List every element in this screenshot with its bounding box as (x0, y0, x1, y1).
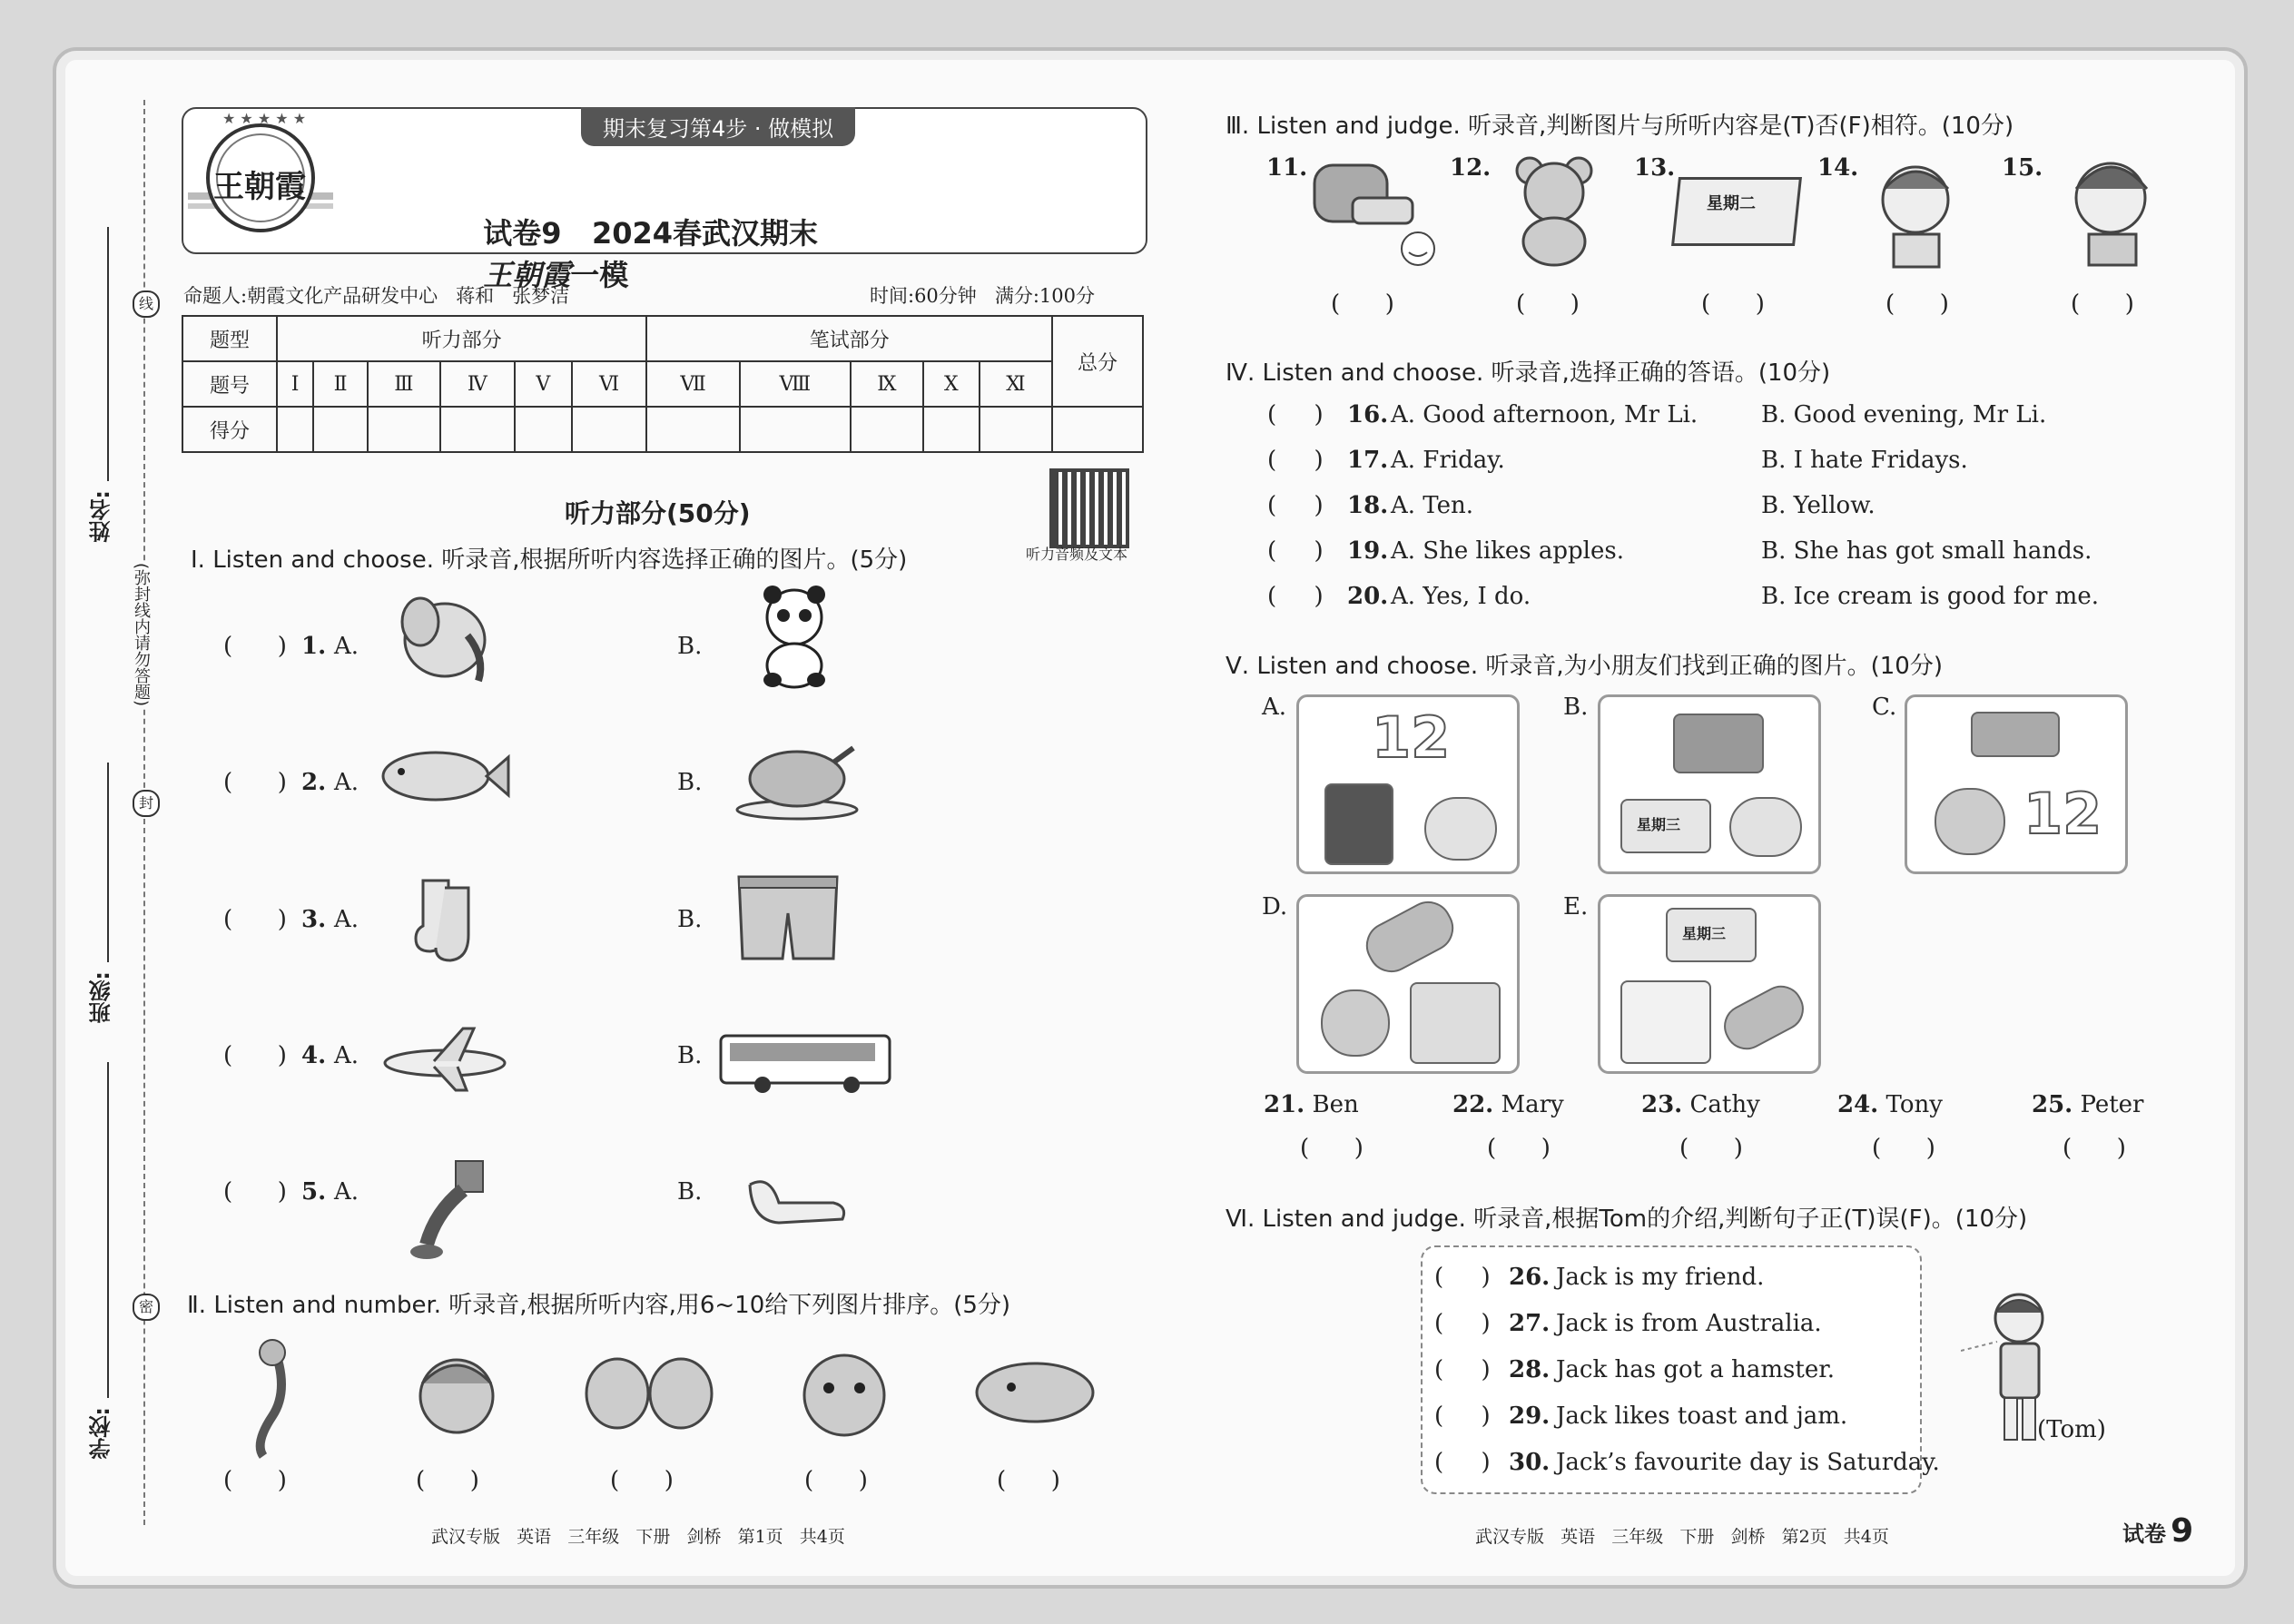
item-number: 26. (1509, 1264, 1551, 1291)
dense-mark: 密 (133, 1294, 160, 1321)
item-number: 18. (1347, 492, 1389, 519)
score-cell[interactable] (515, 407, 572, 452)
answer-paren[interactable]: ( ) (223, 1467, 287, 1494)
item-number: 12. (1450, 154, 1492, 182)
kid-name (1452, 1091, 1564, 1118)
numeral: Ⅶ (646, 361, 739, 407)
answer-paren[interactable]: ( ) (1267, 583, 1324, 610)
item-number: 5. (301, 1178, 327, 1206)
listening-header: 听力部分 (277, 316, 646, 361)
option-a-label: A. (334, 769, 359, 796)
shirt-icon (1410, 982, 1501, 1064)
section3-title: Ⅲ. Listen and judge. 听录音,判断图片与所听内容是(T)否(F)相符。(10分) (1226, 113, 2014, 140)
score-cell[interactable] (368, 407, 440, 452)
numeral: Ⅷ (740, 361, 851, 407)
numeral: Ⅵ (572, 361, 647, 407)
score-row1-label: 题型 (182, 316, 277, 361)
kid-name-text: Cathy (1689, 1091, 1760, 1118)
score-cell[interactable] (923, 407, 980, 452)
svg-text:★ ★ ★ ★ ★: ★ ★ ★ ★ ★ (222, 110, 307, 127)
kid-name-text: Mary (1501, 1091, 1564, 1118)
answer-paren[interactable]: ( ) (1267, 492, 1324, 519)
answer-paren[interactable]: ( ) (1701, 290, 1765, 318)
school-label: 学校: (89, 1407, 114, 1460)
answer-paren[interactable]: ( ) (1267, 537, 1324, 565)
frog-icon (1321, 989, 1390, 1057)
leg-icon[interactable] (399, 1157, 490, 1262)
answer-paren[interactable]: ( ) (1516, 290, 1580, 318)
class-label: 班级: (89, 971, 114, 1024)
item-number: 1. (301, 633, 327, 660)
option-b-picture[interactable] (1598, 694, 1821, 874)
name-label: 姓名: (89, 490, 114, 543)
option-label: C. (1872, 694, 1897, 721)
seal-mark: 封 (133, 790, 160, 817)
answer-paren[interactable]: ( ) (1885, 290, 1949, 318)
score-cell[interactable] (1052, 407, 1143, 452)
shirt-icon (1620, 980, 1711, 1064)
kid-name (1264, 1091, 1359, 1118)
item-number: 25. (2032, 1091, 2073, 1118)
option-c-picture[interactable] (1905, 694, 2128, 874)
answer-paren[interactable]: ( ) (223, 1178, 287, 1206)
tiger-tail-icon[interactable] (227, 1334, 309, 1462)
boy-thinking-icon[interactable] (1872, 153, 1958, 271)
answer-paren[interactable]: ( ) (1679, 1135, 1743, 1162)
calendar-text: 星期二 (1707, 194, 1756, 213)
tiger-lying-icon[interactable] (971, 1353, 1098, 1425)
option-e-picture[interactable] (1598, 894, 1821, 1074)
number-twelve: 12 (1372, 704, 1451, 771)
option-a: A. Good afternoon, Mr Li. (1391, 401, 1698, 428)
shorts-icon[interactable] (733, 871, 842, 967)
option-a-picture[interactable] (1296, 694, 1520, 874)
socks-icon[interactable] (409, 875, 481, 966)
item-number: 15. (2002, 154, 2043, 182)
listening-heading: 听力部分(50分) (565, 498, 751, 528)
numeral: Ⅴ (515, 361, 572, 407)
bread-icon (1717, 978, 1812, 1057)
answer-paren[interactable]: ( ) (1267, 447, 1324, 474)
item-number: 30. (1509, 1449, 1551, 1476)
option-b: B. She has got small hands. (1761, 537, 2092, 565)
statement: Jack’s favourite day is Saturday. (1556, 1449, 1940, 1476)
item-number: 20. (1347, 583, 1389, 610)
answer-paren[interactable]: ( ) (1434, 1403, 1491, 1430)
item-number: 28. (1509, 1356, 1551, 1383)
section1-title: Ⅰ. Listen and choose. 听录音,根据所听内容选择正确的图片。(5分) (191, 546, 908, 574)
qr-caption: 听力音频及文本 (1026, 546, 1128, 563)
logo (186, 109, 336, 245)
logo-text: 王朝霞 (213, 169, 306, 205)
numeral: Ⅸ (851, 361, 923, 407)
score-cell[interactable] (313, 407, 368, 452)
answer-paren[interactable]: ( ) (1267, 401, 1324, 428)
kid-name-text: Ben (1312, 1091, 1359, 1118)
answer-paren[interactable]: ( ) (2063, 1135, 2126, 1162)
kid-name-text: Tony (1885, 1091, 1943, 1118)
option-b-label: B. (677, 1178, 703, 1206)
score-cell[interactable] (572, 407, 647, 452)
item-number: 22. (1452, 1091, 1494, 1118)
item-number: 16. (1347, 401, 1389, 428)
item-number: 19. (1347, 537, 1389, 565)
option-b: B. I hate Fridays. (1761, 447, 1968, 474)
item-number: 23. (1641, 1091, 1683, 1118)
item-number: 17. (1347, 447, 1389, 474)
score-row2-label: 题号 (182, 361, 277, 407)
boy-eating-icon[interactable] (2065, 145, 2156, 268)
statement: Jack has got a hamster. (1556, 1356, 1836, 1383)
option-a: A. Yes, I do. (1391, 583, 1531, 610)
kid-name (2032, 1091, 2143, 1118)
qr-code-icon[interactable] (1049, 468, 1129, 548)
section4-title: Ⅳ. Listen and choose. 听录音,选择正确的答语。(10分) (1226, 359, 1831, 387)
panda-icon[interactable] (758, 586, 831, 690)
answer-paren[interactable]: ( ) (1331, 290, 1394, 318)
footer-right: 武汉专版 英语 三年级 下册 剑桥 第2页 共4页 (1475, 1527, 1889, 1547)
answer-paren[interactable]: ( ) (610, 1467, 674, 1494)
page-title (463, 176, 818, 294)
answer-paren[interactable]: ( ) (1487, 1135, 1551, 1162)
tiger-hands-icon[interactable] (581, 1348, 717, 1439)
tom-label: (Tom) (2037, 1416, 2106, 1443)
answer-paren[interactable]: ( ) (804, 1467, 868, 1494)
numeral: Ⅰ (277, 361, 313, 407)
option-b: B. Ice cream is good for me. (1761, 583, 2099, 610)
answer-paren[interactable]: ( ) (416, 1467, 479, 1494)
bread-icon (1358, 893, 1462, 980)
item-number: 24. (1837, 1091, 1879, 1118)
number-twelve: 12 (2023, 781, 2102, 847)
tiger-helmet-icon[interactable] (413, 1343, 499, 1443)
item-number: 21. (1264, 1091, 1305, 1118)
option-label: A. (1262, 694, 1287, 721)
answer-paren[interactable]: ( ) (223, 633, 287, 660)
paper-tag-label: 试卷 (2122, 1521, 2166, 1547)
kid-name (1837, 1091, 1943, 1118)
score-table (182, 315, 1144, 453)
option-label: D. (1262, 893, 1288, 920)
numeral: Ⅹ (923, 361, 980, 407)
jacket-icon (1324, 783, 1393, 865)
bus-icon[interactable] (717, 1030, 894, 1096)
total-header: 总分 (1052, 316, 1143, 407)
authors: 命题人:朝霞文化产品研发中心 蒋和 张梦洁 (183, 285, 570, 307)
statement: Jack likes toast and jam. (1556, 1403, 1848, 1430)
item-number: 27. (1509, 1310, 1551, 1337)
title-brand: 王朝霞 (483, 258, 571, 292)
elephant-icon[interactable] (395, 586, 495, 690)
option-a-label: A. (334, 1178, 359, 1206)
line-mark: 线 (133, 290, 160, 318)
answer-paren[interactable]: ( ) (223, 906, 287, 933)
shoes-icon (1971, 712, 2060, 757)
calendar-text: 星期三 (1637, 816, 1681, 833)
score-cell[interactable] (277, 407, 313, 452)
option-label: B. (1563, 694, 1589, 721)
plane-icon[interactable] (379, 1021, 511, 1094)
calendar-text: 星期三 (1682, 925, 1727, 942)
item-number: 11. (1266, 154, 1308, 182)
numeral: Ⅳ (440, 361, 515, 407)
paper-tag (2122, 1512, 2193, 1550)
score-cell[interactable] (440, 407, 515, 452)
item-number: 3. (301, 906, 327, 933)
option-a-label: A. (334, 906, 359, 933)
teddy-bear-icon[interactable] (1511, 154, 1598, 268)
item-number: 29. (1509, 1403, 1551, 1430)
writing-header: 笔试部分 (646, 316, 1052, 361)
binding-warning: (弥封线内请勿答题) (129, 563, 153, 706)
option-a-label: A. (334, 1042, 359, 1069)
option-d-picture[interactable] (1296, 894, 1520, 1074)
answer-paren[interactable]: ( ) (1434, 1264, 1491, 1291)
option-b-label: B. (677, 1042, 703, 1069)
answer-paren[interactable]: ( ) (997, 1467, 1060, 1494)
time-score: 时间:60分钟 满分:100分 (870, 285, 1095, 307)
section6-title: Ⅵ. Listen and judge. 听录音,根据Tom的介绍,判断句子正(T)误(F)。(10分) (1226, 1206, 2028, 1233)
bread-icon[interactable] (1307, 154, 1439, 272)
title-text: 试卷9 2024春武汉期末 (483, 216, 819, 251)
item-number: 4. (301, 1042, 327, 1069)
school-underline (107, 1062, 109, 1398)
item-number: 14. (1817, 154, 1859, 182)
option-a: A. Ten. (1391, 492, 1474, 519)
statement: Jack is my friend. (1556, 1264, 1765, 1291)
option-b: B. Good evening, Mr Li. (1761, 401, 2047, 428)
numeral: Ⅲ (368, 361, 440, 407)
score-cell[interactable] (980, 407, 1052, 452)
answer-paren[interactable]: ( ) (1434, 1449, 1491, 1476)
statement: Jack is from Australia. (1556, 1310, 1822, 1337)
section5-title: Ⅴ. Listen and choose. 听录音,为小朋友们找到正确的图片。(10分) (1226, 653, 1943, 680)
section2-title: Ⅱ. Listen and number. 听录音,根据所听内容,用6~10给下列图片排序。(5分) (187, 1292, 1011, 1319)
answer-paren[interactable]: ( ) (1434, 1310, 1491, 1337)
roast-chicken-icon[interactable] (733, 735, 861, 822)
answer-paren[interactable]: ( ) (223, 769, 287, 796)
name-underline (107, 227, 109, 481)
fish-icon[interactable] (379, 744, 511, 808)
item-number: 2. (301, 769, 327, 796)
numeral: Ⅺ (980, 361, 1052, 407)
shoes-icon (1673, 714, 1764, 773)
option-label: E. (1563, 893, 1589, 920)
kid-name-text: Peter (2080, 1091, 2144, 1118)
score-row3-label: 得分 (182, 407, 277, 452)
numeral: Ⅱ (313, 361, 368, 407)
answer-paren[interactable]: ( ) (1300, 1135, 1364, 1162)
answer-paren[interactable]: ( ) (223, 1042, 287, 1069)
step-banner: 期末复习第4步 · 做模拟 (581, 107, 855, 146)
option-b-label: B. (677, 769, 703, 796)
answer-paren[interactable]: ( ) (1872, 1135, 1935, 1162)
pizza-icon (1729, 797, 1802, 857)
option-a-label: A. (334, 633, 359, 660)
option-a: A. Friday. (1391, 447, 1505, 474)
score-cell[interactable] (851, 407, 923, 452)
tiger-face-icon[interactable] (794, 1348, 894, 1439)
kid-name (1641, 1091, 1760, 1118)
option-a: A. She likes apples. (1391, 537, 1624, 565)
score-cell[interactable] (740, 407, 851, 452)
answer-paren[interactable]: ( ) (1434, 1356, 1491, 1383)
pizza-icon (1424, 797, 1497, 861)
footer-left: 武汉专版 英语 三年级 下册 剑桥 第1页 共4页 (431, 1527, 845, 1547)
option-b-label: B. (677, 906, 703, 933)
arm-icon[interactable] (743, 1166, 852, 1253)
answer-paren[interactable]: ( ) (2071, 290, 2134, 318)
frog-icon (1935, 788, 2005, 855)
paper-tag-number: 9 (2171, 1512, 2194, 1550)
title-suffix: 一模 (570, 258, 629, 292)
binding-margin (82, 100, 182, 1525)
option-b-label: B. (677, 633, 703, 660)
option-b: B. Yellow. (1761, 492, 1876, 519)
score-cell[interactable] (646, 407, 739, 452)
class-underline (107, 763, 109, 962)
item-number: 13. (1634, 154, 1676, 182)
